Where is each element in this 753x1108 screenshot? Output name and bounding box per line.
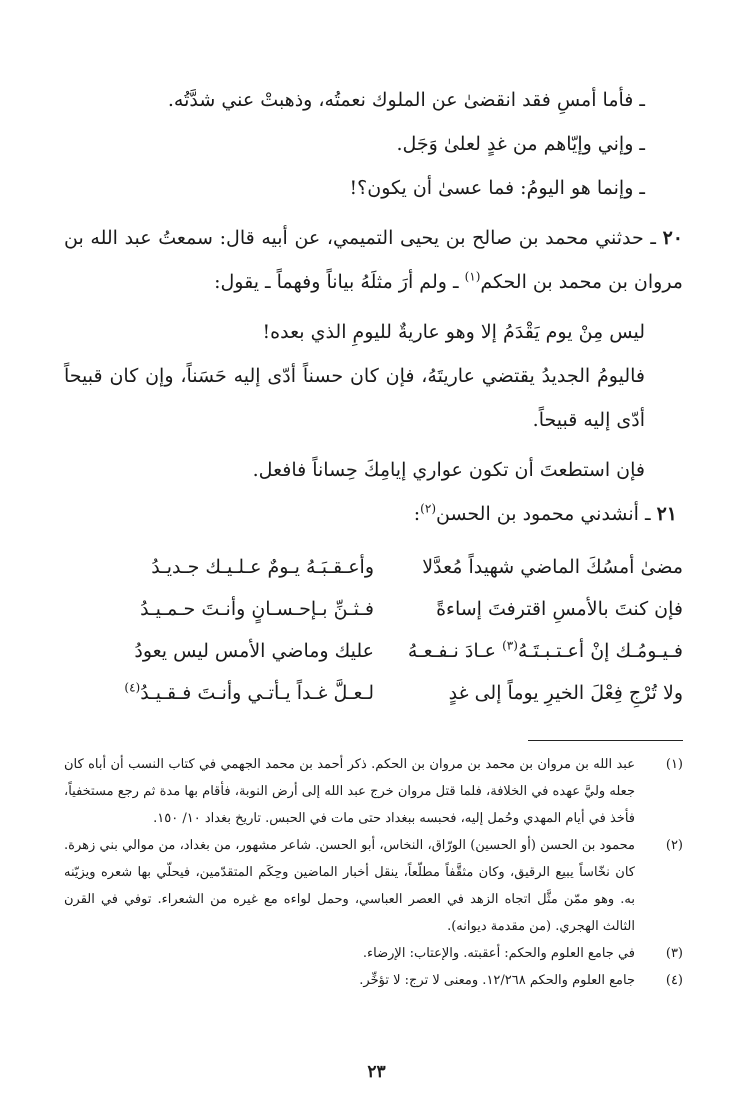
poem-verse <box>64 588 683 630</box>
poem-verse <box>64 546 683 588</box>
footnote-text: جامع العلوم والحكم ١٢/٢٦٨. ومعنى لا ترج: لا تؤخِّر. <box>359 973 635 988</box>
poem-second-hemistich: وأعـقـبَـهُ يـومٌ عـلـيـك جـديـدُ <box>151 556 374 578</box>
item-20-number: ٢٠ <box>662 227 683 249</box>
poem-second-hemistich: فـثـنِّ بـإحـسـانٍ وأنـتَ حـمـيـدُ <box>140 598 374 620</box>
footnote-text: عبد الله بن مروان بن محمد بن مروان بن الحكم. ذكر أحمد بن محمد الجهمي في كتاب النسب أن أباه كان جعله وليَّ عهده في الخلافة، فلما قتل مروان خرج عبد الله إلى أرض النوبة، فأقام بها مدة ثم رجع مستخفياً، فأخذ في أيام المهدي وحُمل إليه، فحبسه ببغداد حتى مات في الحبس. تاريخ بغداد ١٠/ ١٥٠. <box>64 757 635 826</box>
item-20-text-a: ـ حدثني محمد بن صالح بن يحيى التميمي، عن أبيه قال: سمعتُ عبد الله بن مروان بن محمد بن الحكم <box>64 227 683 293</box>
item-20-paragraph <box>64 216 683 304</box>
footnote-3 <box>64 940 683 967</box>
footnote-divider <box>528 740 683 741</box>
footnote-ref-2: (٢) <box>420 501 436 516</box>
quote-line-1: ليس مِنْ يوم يَقْدَمُ إلا وهو عاريةٌ لليومِ الذي بعده! <box>262 321 645 343</box>
footnote-text: في جامع العلوم والحكم: أعقبته. والإعتاب: الإرضاء. <box>362 946 635 961</box>
footnote-number: (٤) <box>665 973 683 988</box>
footnotes <box>64 751 683 994</box>
poem-second-hemistich: عليك وماضي الأمس ليس يعودُ <box>134 640 374 662</box>
poem-first-hemistich <box>383 630 683 672</box>
footnote-ref-1: (١) <box>464 269 481 284</box>
item-21-paragraph <box>64 492 683 536</box>
poem-second-hemistich <box>64 672 374 714</box>
poem-first-hemistich: ولا تُرْجِ فِعْلَ الخيرِ يوماً إلى غدٍ <box>448 682 683 704</box>
quote-line-2: فاليومُ الجديدُ يقتضي عاريتَهُ، فإن كان حسناً أدّى إليه حَسَناً، وإن كان قبيحاً أدّى إليه قبيحاً. <box>64 365 645 431</box>
item-21-text: ـ أنشدني محمود بن الحسن <box>436 503 657 525</box>
item-20-text-b: ـ ولم أرَ مثلَهُ بياناً وفهماً ـ يقول: <box>214 271 465 293</box>
poem-text: لـعـلَّ غـداً يـأتـي وأنـتَ فـقـيـدُ <box>140 682 374 704</box>
intro-line-3: ـ وإنما هو اليومُ: فما عسىٰ أن يكون؟! <box>349 177 645 199</box>
poem-verse <box>64 672 683 714</box>
footnote-number: (٣) <box>665 946 683 961</box>
footnote-text: محمود بن الحسن (أو الحسين) الورّاق، النخاس، أبو الحسن. شاعر مشهور، من بغداد، من موالي بني زهرة. كان نخّاساً يبيع الرقيق، وكان مثقَّفاً مطلّعاً، ينقل أخبار الماضين وحِكَم المتقدّمين، فيحلّي بها شعره ويزيّنه به. وهو ممّن مثَّل اتجاه الزهد في العصر العباسي، وحمل لواءه مع غيره من الشعراء. توفي في القرن الثالث الهجري. (من مقدمة ديوانه). <box>64 838 635 934</box>
poem-first-hemistich: مضىٰ أمسُكَ الماضي شهيداً مُعدَّلا <box>422 556 683 578</box>
item-21-number: ٢١ <box>656 503 677 525</box>
footnote-ref-4: (٤) <box>124 680 141 695</box>
poem-text: عـادَ نـفـعـهُ <box>407 640 503 662</box>
poem-verse <box>64 630 683 672</box>
intro-line-1: ـ فأما أمسِ فقد انقضىٰ عن الملوك نعمتُه، وذهبتْ عني شدَّتُه. <box>167 89 645 111</box>
footnote-number: (٢) <box>665 838 683 853</box>
footnote-1 <box>64 751 683 832</box>
poem-text: فـيـومُـك إنْ أعـتـبـتَـهُ <box>517 640 683 662</box>
poem <box>64 546 683 714</box>
footnote-ref-3: (٣) <box>502 638 518 653</box>
poem-first-hemistich: فإن كنتَ بالأمسِ اقترفتَ إساءةً <box>436 598 683 620</box>
footnote-4 <box>64 967 683 994</box>
footnote-2 <box>64 832 683 940</box>
item-21-text-end: : <box>413 503 421 525</box>
footnote-number: (١) <box>665 757 683 772</box>
page-number: ٢٣ <box>367 1062 386 1082</box>
intro-line-2: ـ وإني وإيّاهم من غدٍ لعلىٰ وَجَل. <box>396 133 645 155</box>
quote-line-3: فإن استطعتَ أن تكون عواري إيامِكَ حِساناً فافعل. <box>252 459 645 481</box>
